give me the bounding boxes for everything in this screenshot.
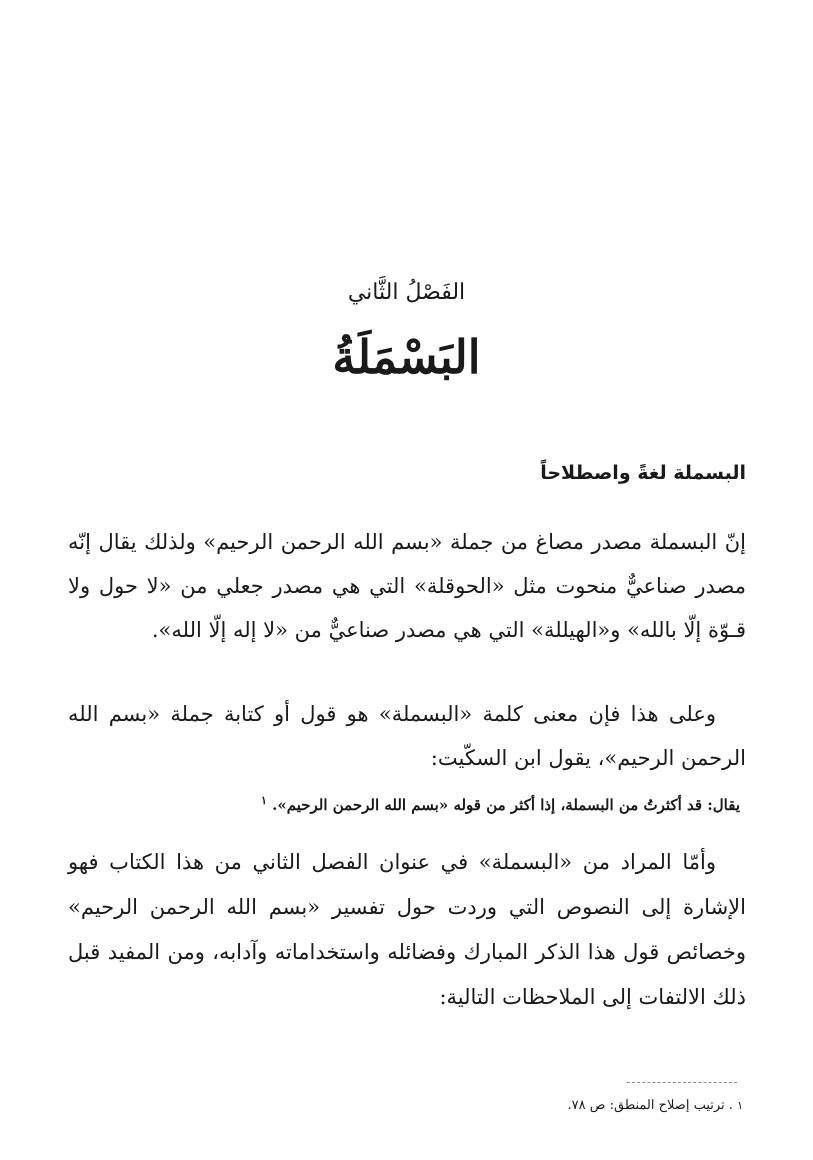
- quotation-text: يقال: قد أكثرتُ من البسملة، إذا أكثر من قوله «بسم الله الرحمن الرحيم».: [272, 796, 740, 814]
- chapter-label: الفَصْلُ الثَّاني: [347, 280, 466, 305]
- footnote: [343, 1098, 743, 1113]
- paragraph-meaning: وعلى هذا فإن معنى كلمة «البسملة» هو قول أو كتابة جملة «بسم الله الرحمن الرحيم»، يقول ابن السكّيت:: [68, 702, 746, 770]
- chapter-title: البَسْمَلَةُ: [332, 330, 481, 384]
- footnote-number: ١: [737, 1099, 743, 1112]
- quotation: [160, 786, 740, 820]
- section-heading: البسملة لغةً واصطلاحاً: [540, 462, 746, 484]
- footnote-text: . ترتيب إصلاح المنطق: ص ٧٨.: [567, 1098, 733, 1113]
- paragraph-definition: إنّ البسملة مصدر مصاغ من جملة «بسم الله الرحمن الرحيم» ولذلك يقال إنّه مصدر صناعيٌّ منحوت مثل «الحوقلة» التي هي مصدر جعلي من «لا حول ولا قـوّة إلّا بالله» و«الهيللة» التي هي مصدر صناعيٌّ من «لا إله إلّا الله».: [68, 530, 746, 642]
- footnote-reference[interactable]: ١: [260, 794, 267, 807]
- paragraph-purpose: وأمّا المراد من «البسملة» في عنوان الفصل الثاني من هذا الكتاب فهو الإشارة إلى النصوص التي وردت حول تفسير «بسم الله الرحمن الرحيم» وخصائص قول هذا الذكر المبارك وفضائله واستخداماته وآدابه، ومن المفيد قبل ذلك الالتفات إلى الملاحظات التالية:: [68, 850, 746, 1009]
- footnote-divider: [627, 1082, 737, 1083]
